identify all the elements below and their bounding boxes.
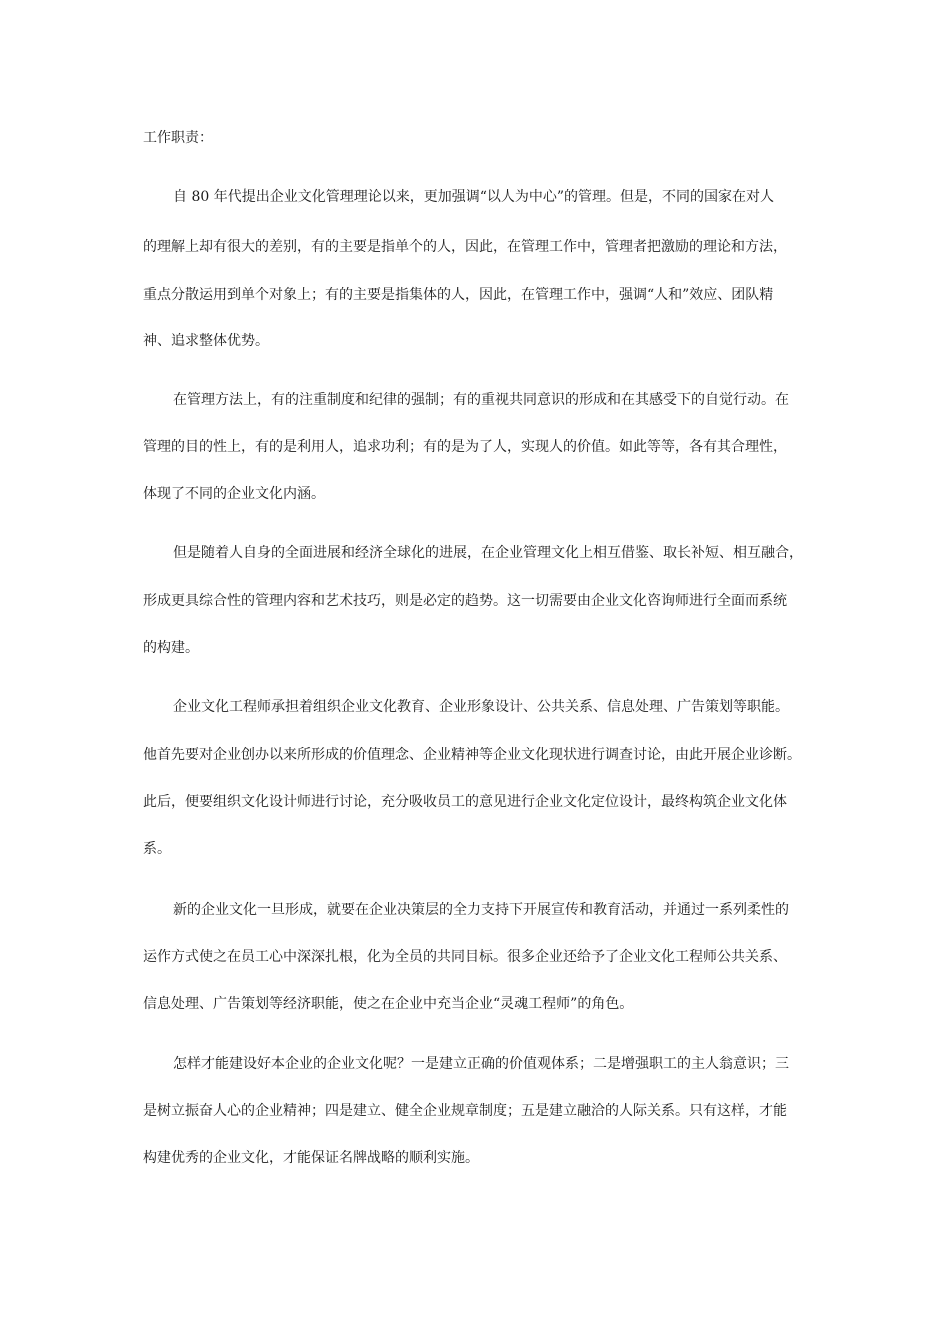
paragraph-line: 的构建。 (143, 640, 199, 656)
paragraph-line: 重点分散运用到单个对象上；有的主要是指集体的人，因此，在管理工作中，强调“人和”效应、团队精 (143, 287, 774, 303)
paragraph-line: 构建优秀的企业文化，才能保证名牌战略的顺利实施。 (143, 1150, 479, 1166)
paragraph-line: 此后，便要组织文化设计师进行讨论，充分吸收员工的意见进行企业文化定位设计，最终构筑企业文化体 (143, 794, 787, 810)
paragraph-line: 是树立振奋人心的企业精神；四是建立、健全企业规章制度；五是建立融洽的人际关系。只有这样，才能 (143, 1103, 787, 1119)
paragraph-line: 形成更具综合性的管理内容和艺术技巧，则是必定的趋势。这一切需要由企业文化咨询师进行全面而系统 (143, 593, 787, 609)
paragraph-line: 企业文化工程师承担着组织企业文化教育、企业形象设计、公共关系、信息处理、广告策划等职能。 (173, 699, 789, 715)
section-heading: 工作职责： (143, 130, 213, 146)
paragraph-line: 在管理方法上，有的注重制度和纪律的强制；有的重视共同意识的形成和在其感受下的自觉行动。在 (173, 392, 789, 408)
paragraph-line: 体现了不同的企业文化内涵。 (143, 486, 325, 502)
paragraph-line: 信息处理、广告策划等经济职能，使之在企业中充当企业“灵魂工程师”的角色。 (143, 996, 634, 1012)
paragraph-line: 新的企业文化一旦形成，就要在企业决策层的全力支持下开展宣传和教育活动，并通过一系列柔性的 (173, 902, 789, 918)
paragraph-line: 神、追求整体优势。 (143, 333, 269, 349)
paragraph-line: 但是随着人自身的全面进展和经济全球化的进展，在企业管理文化上相互借鉴、取长补短、相互融合， (173, 545, 803, 561)
paragraph-line: 的理解上却有很大的差别，有的主要是指单个的人，因此，在管理工作中，管理者把激励的理论和方法， (143, 239, 787, 255)
paragraph-line: 自 80 年代提出企业文化管理理论以来，更加强调“以人为中心”的管理。但是，不同的国家在对人 (173, 189, 775, 205)
paragraph-line: 运作方式使之在员工心中深深扎根，化为全员的共同目标。很多企业还给予了企业文化工程师公共关系、 (143, 949, 787, 965)
paragraph-line: 怎样才能建设好本企业的企业文化呢？一是建立正确的价值观体系；二是增强职工的主人翁意识；三 (173, 1056, 789, 1072)
paragraph-line: 他首先要对企业创办以来所形成的价值理念、企业精神等企业文化现状进行调查讨论，由此开展企业诊断。 (143, 747, 801, 763)
paragraph-line: 系。 (143, 841, 171, 857)
paragraph-line: 管理的目的性上，有的是利用人，追求功利；有的是为了人，实现人的价值。如此等等，各有其合理性， (143, 439, 787, 455)
